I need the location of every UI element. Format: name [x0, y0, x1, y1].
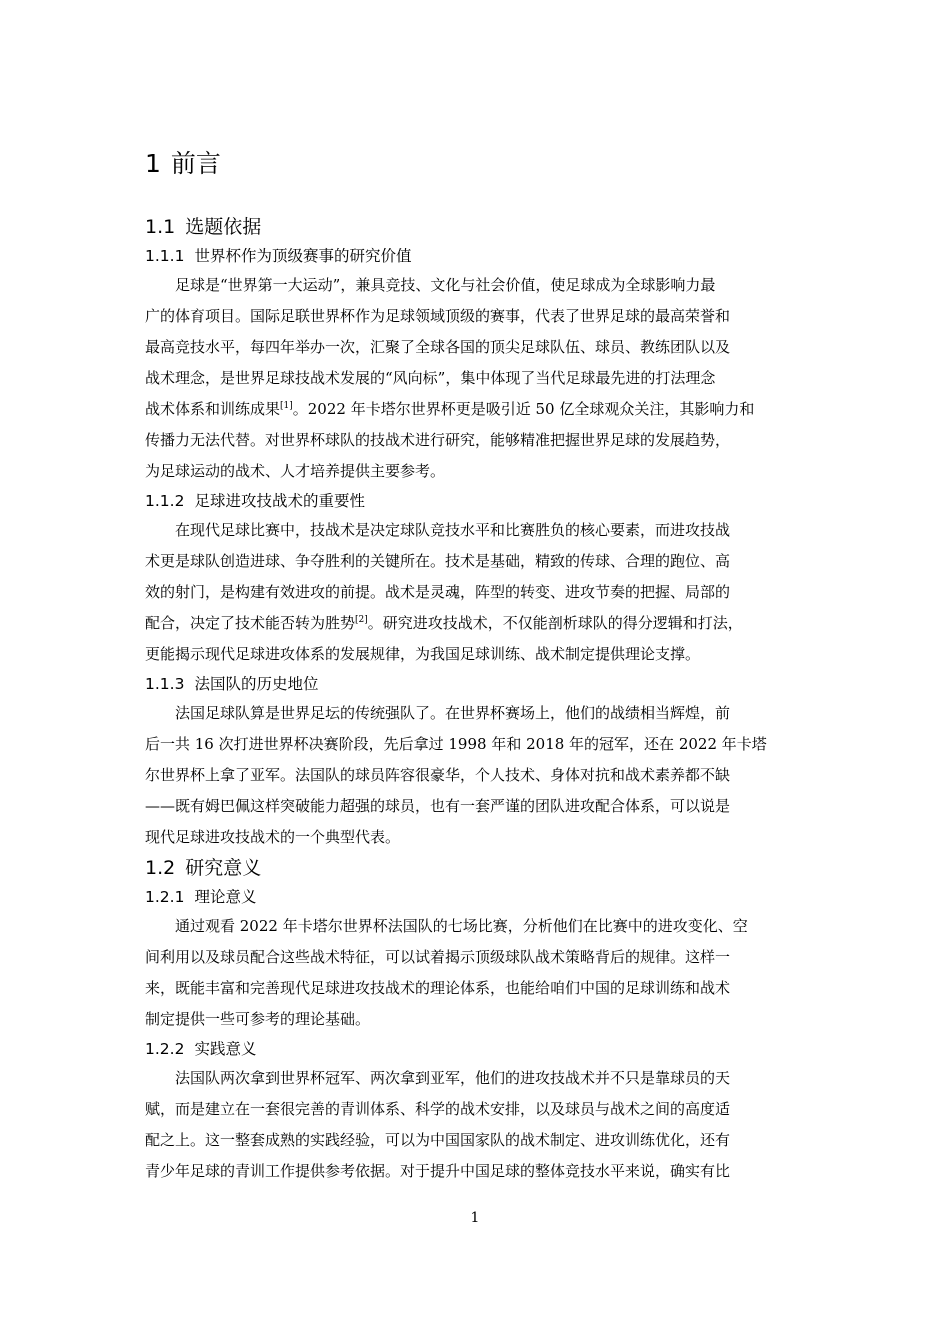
subsection-title: 足球进攻技战术的重要性: [194, 492, 365, 510]
text-line: 法国队两次拿到世界杯冠军、两次拿到亚军，他们的进攻技战术并不只是靠球员的天: [175, 1069, 731, 1087]
chapter-number: 1: [145, 149, 161, 178]
subsection-heading-1-1-1: [145, 242, 809, 270]
subsection-number: 1.2.2: [145, 1040, 185, 1058]
subsection-heading-1-1-3: [145, 670, 809, 698]
paragraph-1-1-1: [145, 270, 809, 487]
chapter-heading: [145, 142, 809, 186]
text-line: 传播力无法代替。对世界杯球队的技战术进行研究，能够精准把握世界足球的发展趋势，: [145, 431, 731, 449]
section-title: 选题依据: [185, 216, 262, 238]
paragraph-1-2-1: [145, 911, 809, 1035]
text-line: 现代足球进攻技战术的一个典型代表。: [145, 828, 401, 846]
text-line: 通过观看 2022 年卡塔尔世界杯法国队的七场比赛，分析他们在比赛中的进攻变化、空: [175, 917, 748, 935]
subsection-number: 1.1.3: [145, 675, 185, 693]
text-line: 法国足球队算是世界足坛的传统强队了。在世界杯赛场上，他们的战绩相当辉煌，前: [175, 704, 731, 722]
chapter-title: 前言: [170, 149, 221, 178]
citation-ref: [2]: [355, 615, 368, 625]
subsection-heading-1-2-2: [145, 1035, 809, 1063]
text-line: 更能揭示现代足球进攻体系的发展规律，为我国足球训练、战术制定提供理论支撑。: [145, 645, 701, 663]
text-segment: 战术体系和训练成果: [145, 400, 281, 418]
subsection-title: 世界杯作为顶级赛事的研究价值: [194, 247, 412, 265]
page-content: [145, 142, 809, 1187]
section-number: 1.2: [145, 857, 176, 879]
page-number: 1: [470, 1210, 480, 1226]
paragraph-1-2-2: [145, 1063, 809, 1187]
subsection-number: 1.1.1: [145, 247, 185, 265]
section-heading-1-1: [145, 212, 809, 242]
text-line: 来，既能丰富和完善现代足球进攻技战术的理论体系，也能给咱们中国的足球训练和战术: [145, 979, 731, 997]
text-line: 间利用以及球员配合这些战术特征，可以试着揭示顶级球队战术策略背后的规律。这样一: [145, 948, 731, 966]
subsection-title: 理论意义: [194, 888, 257, 906]
text-line: 足球是“世界第一大运动”，兼具竞技、文化与社会价值，使足球成为全球影响力最: [175, 276, 716, 294]
subsection-title: 实践意义: [194, 1040, 257, 1058]
text-line: 配之上。这一整套成熟的实践经验，可以为中国国家队的战术制定、进攻训练优化，还有: [145, 1131, 731, 1149]
text-line: [145, 394, 809, 425]
text-line: 在现代足球比赛中，技战术是决定球队竞技水平和比赛胜负的核心要素，而进攻技战: [175, 521, 731, 539]
subsection-heading-1-1-2: [145, 487, 809, 515]
subsection-number: 1.1.2: [145, 492, 185, 510]
text-line: 制定提供一些可参考的理论基础。: [145, 1010, 371, 1028]
text-line: 为足球运动的战术、人才培养提供主要参考。: [145, 462, 446, 480]
citation-ref: [1]: [280, 401, 293, 411]
section-title: 研究意义: [185, 857, 262, 879]
text-line: 效的射门，是构建有效进攻的前提。战术是灵魂，阵型的转变、进攻节奏的把握、局部的: [145, 583, 731, 601]
text-segment: 。2022 年卡塔尔世界杯更是吸引近 50 亿全球观众关注，其影响力和: [292, 400, 755, 418]
text-line: 术更是球队创造进球、争夺胜利的关键所在。技术是基础，精致的传球、合理的跑位、高: [145, 552, 731, 570]
text-line: 青少年足球的青训工作提供参考依据。对于提升中国足球的整体竞技水平来说，确实有比: [145, 1162, 731, 1180]
paragraph-1-1-2: [145, 515, 809, 670]
text-segment: 。研究进攻技战术，不仅能剖析球队的得分逻辑和打法，: [367, 614, 743, 632]
subsection-number: 1.2.1: [145, 888, 185, 906]
text-line: 赋，而是建立在一套很完善的青训体系、科学的战术安排，以及球员与战术之间的高度适: [145, 1100, 731, 1118]
subsection-title: 法国队的历史地位: [194, 675, 319, 693]
subsection-heading-1-2-1: [145, 883, 809, 911]
text-line: 后一共 16 次打进世界杯决赛阶段，先后拿过 1998 年和 2018 年的冠军，还在 2022 年卡塔: [145, 735, 767, 753]
text-line: 最高竞技水平，每四年举办一次，汇聚了全球各国的顶尖足球队伍、球员、教练团队以及: [145, 338, 731, 356]
text-segment: 配合，决定了技术能否转为胜势: [145, 614, 356, 632]
text-line: [145, 608, 809, 639]
section-number: 1.1: [145, 216, 176, 238]
text-line: 尔世界杯上拿了亚军。法国队的球员阵容很豪华，个人技术、身体对抗和战术素养都不缺: [145, 766, 731, 784]
section-heading-1-2: [145, 853, 809, 883]
text-line: ——既有姆巴佩这样突破能力超强的球员，也有一套严谨的团队进攻配合体系，可以说是: [145, 797, 731, 815]
text-line: 广的体育项目。国际足联世界杯作为足球领域顶级的赛事，代表了世界足球的最高荣誉和: [145, 307, 731, 325]
paragraph-1-1-3: [145, 698, 809, 853]
text-line: 战术理念，是世界足球技战术发展的“风向标”，集中体现了当代足球最先进的打法理念: [145, 369, 716, 387]
